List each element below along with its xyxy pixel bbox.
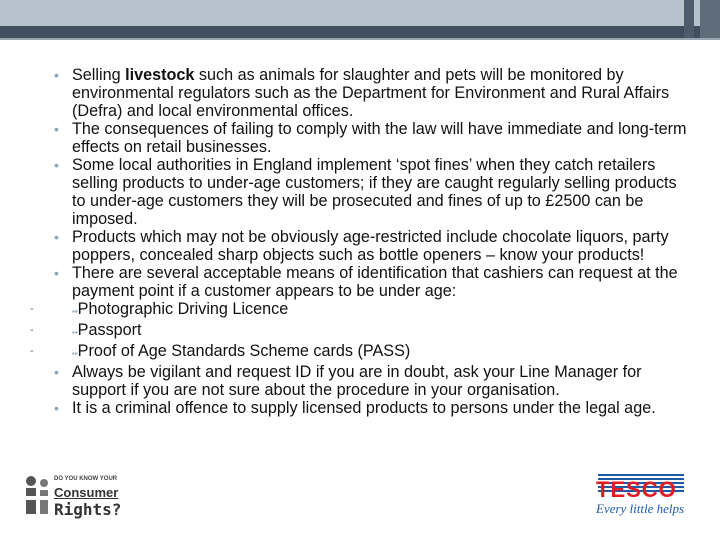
slide-body <box>20 66 688 417</box>
bullet-item <box>20 228 688 264</box>
bullet-text: There are several acceptable means of identification that cashiers can request at the payment point if a customer appears to be under age: <box>72 264 678 300</box>
bullet-text: Products which may not be obviously age-restricted include chocolate liquors, party poppers, concealed sharp objects such as bottle openers – know your products! <box>72 228 669 264</box>
sub-item <box>20 342 688 363</box>
sub-dash-marker: - <box>30 303 34 315</box>
header-corner-tab <box>700 0 720 38</box>
sub-item <box>20 321 688 342</box>
bullet-text: such as animals for slaughter and pets will be monitored by environmental regulators such as the Department for Environment and Rural Affairs (Defra) and local environmental offices. <box>72 66 670 120</box>
bullet-marker: • <box>54 229 59 245</box>
bullet-marker: • <box>54 121 59 137</box>
bullet-item <box>20 66 688 120</box>
tesco-tagline: Every little helps <box>596 501 685 516</box>
bullet-text: It is a criminal offence to supply licensed products to persons under the legal age. <box>72 399 656 417</box>
header-divider <box>0 38 720 40</box>
bullet-item <box>20 399 688 417</box>
bullet-item <box>20 156 688 228</box>
sub-dash-marker: - <box>30 324 34 336</box>
sub-bullet-marker: ▪▪ <box>72 349 78 358</box>
bullet-text: Always be vigilant and request ID if you are in doubt, ask your Line Manager for support if you are not sure about the procedure in your organisation. <box>72 363 642 399</box>
bullet-item <box>20 363 688 399</box>
header-band <box>0 0 720 26</box>
bullet-marker: • <box>54 400 59 416</box>
logo-line2: Consumer <box>54 485 119 500</box>
bullet-marker: • <box>54 67 59 83</box>
logo-line1: DO YOU KNOW YOUR <box>54 476 118 482</box>
bullet-marker: • <box>54 364 59 380</box>
sub-item-text: Photographic Driving Licence <box>77 300 289 318</box>
header-dark-band <box>0 26 720 38</box>
sub-bullet-marker: ▪▪ <box>72 307 78 316</box>
sub-item-text: Proof of Age Standards Scheme cards (PASS) <box>77 342 411 360</box>
person-info-icon <box>22 474 52 518</box>
header-corner-tab <box>684 0 694 38</box>
bullet-text: Some local authorities in England implement ‘spot fines’ when they catch retailers selling products to under-age customers; if they are caught regularly selling products to under-age customers they will be prosecuted and fines of up to £2500 can be imposed. <box>72 156 677 228</box>
bullet-item <box>20 120 688 156</box>
sub-bullet-marker: ▪▪ <box>72 328 78 337</box>
bullet-item <box>20 264 688 300</box>
sub-dash-marker: - <box>30 345 34 357</box>
bullet-marker: • <box>54 265 59 281</box>
sub-item-text: Passport <box>77 321 142 339</box>
sub-item <box>20 300 688 321</box>
tesco-wordmark: TESCO <box>596 477 677 502</box>
bullet-marker: • <box>54 157 59 173</box>
tesco-logo <box>592 474 692 522</box>
bullet-text: Selling <box>72 66 126 84</box>
logo-line3: Rights? <box>54 500 122 519</box>
bullet-text: The consequences of failing to comply with the law will have immediate and long-term effects on retail businesses. <box>72 120 687 156</box>
bullet-text-bold: livestock <box>125 66 195 84</box>
consumer-rights-logo <box>22 474 122 522</box>
